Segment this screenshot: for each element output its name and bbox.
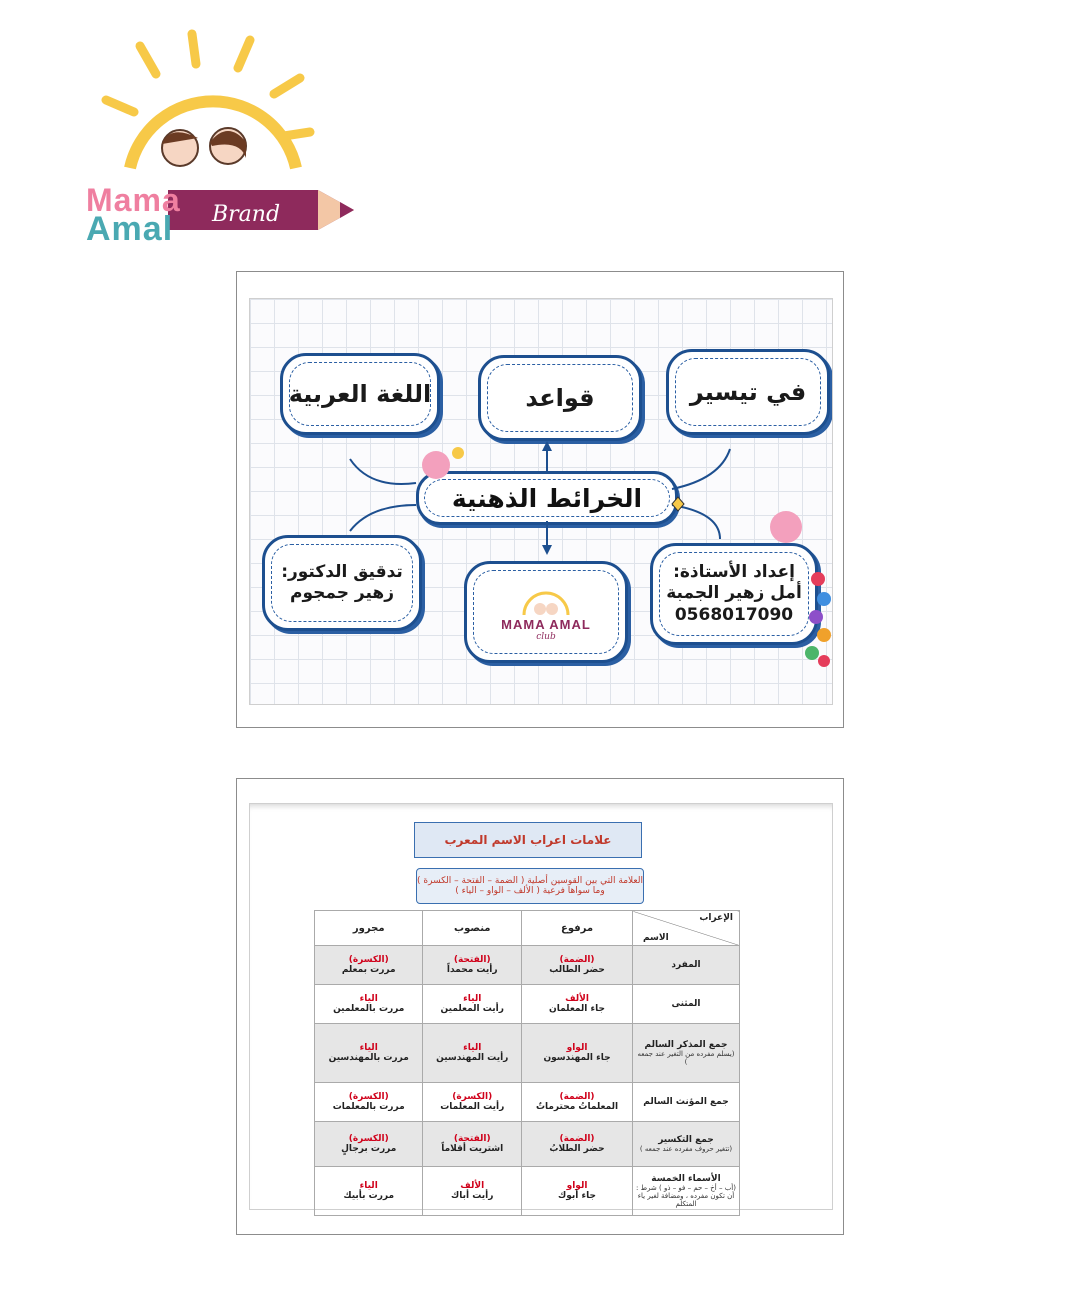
case-mark: الألف bbox=[460, 1181, 485, 1191]
table-row bbox=[315, 946, 740, 985]
header-corner bbox=[633, 911, 740, 946]
case-cell bbox=[522, 1083, 633, 1122]
table-header-row bbox=[315, 911, 740, 946]
case-example: حضر الطلابُ bbox=[549, 1144, 605, 1154]
case-example: مررت برجالٍ bbox=[341, 1144, 397, 1154]
table-row bbox=[315, 1122, 740, 1167]
header-col-3: مجرور bbox=[315, 911, 423, 946]
case-example: جاء المعلمان bbox=[549, 1004, 605, 1014]
case-cell bbox=[423, 1167, 522, 1216]
case-example: مررت بمعلم bbox=[341, 965, 396, 975]
author-label: إعداد الأستاذة: bbox=[673, 562, 795, 583]
row-name-sub: (أب – أخ – حم – فو – ذو ) شرط : أن تكون مفرده ، ومضافة لغير ياء المتكلم bbox=[636, 1184, 736, 1208]
row-name: جمع التكسير bbox=[658, 1135, 714, 1145]
case-cell bbox=[423, 1083, 522, 1122]
mini-logo-sub: club bbox=[536, 631, 556, 642]
row-name-cell bbox=[633, 1024, 740, 1083]
case-mark: الياء bbox=[359, 994, 378, 1004]
case-mark: (الضمة) bbox=[559, 1092, 595, 1102]
table-title: علامات اعراب الاسم المعرب bbox=[414, 822, 642, 858]
table-row bbox=[315, 1083, 740, 1122]
case-cell bbox=[522, 1122, 633, 1167]
table-note bbox=[416, 868, 644, 904]
case-mark: (الفتحة) bbox=[453, 1134, 491, 1144]
case-mark: (الضمة) bbox=[559, 955, 595, 965]
case-cell bbox=[315, 1024, 423, 1083]
case-cell bbox=[423, 1122, 522, 1167]
reviewer-name: زهير جمجوم bbox=[289, 583, 395, 603]
center-title: الخرائط الذهنية bbox=[451, 483, 643, 513]
case-cell bbox=[522, 985, 633, 1024]
case-mark: (الفتحة) bbox=[453, 955, 491, 965]
case-mark: الياء bbox=[463, 994, 482, 1004]
note-line-1: العلامة التي بين القوسين أصلية ( الضمة – الفتحة – الكسرة ) bbox=[417, 876, 643, 886]
slide-frame-mind-maps bbox=[236, 271, 844, 728]
case-mark: (الضمة) bbox=[559, 1134, 595, 1144]
row-name-sub: (يسلم مفرده من التغير عند جمعه ) bbox=[637, 1050, 735, 1066]
case-example: مررت بأبيك bbox=[343, 1191, 395, 1201]
sun-icon bbox=[100, 28, 320, 178]
case-cell bbox=[522, 1024, 633, 1083]
corner-bottom: الاسم bbox=[643, 933, 669, 943]
case-example: مررت بالمعلمين bbox=[333, 1004, 405, 1014]
case-mark: الواو bbox=[566, 1043, 588, 1053]
author-phone: 0568017090 bbox=[674, 604, 794, 625]
connector-arrows bbox=[250, 299, 832, 704]
logo-word-brand: Brand bbox=[212, 202, 281, 227]
row-name-sub: (تتغير حروف مفرده عند جمعه ) bbox=[639, 1145, 733, 1153]
case-cell bbox=[315, 1083, 423, 1122]
case-cell bbox=[423, 985, 522, 1024]
case-cell bbox=[522, 946, 633, 985]
case-cell bbox=[423, 946, 522, 985]
case-example: مررت بالمهندسين bbox=[328, 1053, 409, 1063]
case-mark: الألف bbox=[565, 994, 589, 1004]
brain-icon bbox=[770, 511, 802, 543]
case-mark: (الكسرة) bbox=[452, 1092, 493, 1102]
bulb-icon bbox=[452, 447, 464, 459]
reviewer-label: تدقيق الدكتور: bbox=[281, 561, 403, 582]
row-name: المفرد bbox=[671, 960, 701, 970]
row-name-cell bbox=[633, 1083, 740, 1122]
case-mark: (الكسرة) bbox=[348, 1134, 389, 1144]
row-name: المثنى bbox=[671, 999, 701, 1009]
mind-map-slide bbox=[249, 298, 833, 705]
case-example: رأيت المعلمات bbox=[440, 1102, 505, 1112]
case-example: جاء أبوك bbox=[558, 1191, 596, 1201]
case-cell bbox=[423, 1024, 522, 1083]
corner-top: الإعراب bbox=[699, 913, 733, 923]
row-name-cell bbox=[633, 1167, 740, 1216]
case-example: جاء المهندسون bbox=[543, 1053, 611, 1063]
author-name: أمل زهير الجمبة bbox=[666, 583, 802, 604]
case-example: المعلماتُ محترماتٌ bbox=[535, 1102, 619, 1112]
case-cell bbox=[315, 946, 423, 985]
case-mark: الياء bbox=[359, 1043, 378, 1053]
grammar-table-slide bbox=[249, 803, 833, 1210]
table-row bbox=[315, 985, 740, 1024]
case-example: اشتريت أقلاماً bbox=[441, 1144, 504, 1154]
case-example: مررت بالمعلمات bbox=[332, 1102, 405, 1112]
case-mark: الياء bbox=[463, 1043, 482, 1053]
colorful-balloons-icon bbox=[805, 572, 831, 667]
row-name: جمع المذكر السالم bbox=[644, 1040, 728, 1050]
case-example: حضر الطالب bbox=[549, 965, 605, 975]
case-mark: الواو bbox=[566, 1181, 588, 1191]
cloud-label: في تيسير bbox=[689, 377, 807, 406]
brain-icon bbox=[422, 451, 450, 479]
case-cell bbox=[315, 985, 423, 1024]
case-example: رأيت المهندسين bbox=[436, 1053, 509, 1063]
table-row bbox=[315, 1167, 740, 1216]
header-col-1: مرفوع bbox=[522, 911, 633, 946]
case-cell bbox=[522, 1167, 633, 1216]
row-name: الأسماء الخمسة bbox=[651, 1174, 721, 1184]
mama-amal-logo bbox=[40, 18, 330, 248]
note-line-2: وما سواها فرعية ( الألف – الواو – الياء ) bbox=[455, 886, 605, 896]
header-col-2: منصوب bbox=[423, 911, 522, 946]
cloud-label: قواعد bbox=[525, 383, 595, 412]
table-row bbox=[315, 1024, 740, 1083]
case-mark: (الكسرة) bbox=[348, 955, 389, 965]
slide-frame-grammar-table bbox=[236, 778, 844, 1235]
case-cell bbox=[315, 1167, 423, 1216]
cloud-label: اللغة العربية bbox=[288, 379, 432, 408]
case-mark: الياء bbox=[359, 1181, 378, 1191]
case-cell bbox=[315, 1122, 423, 1167]
logo-word-mama: Mama bbox=[86, 182, 181, 218]
case-example: رأيت أباك bbox=[451, 1191, 494, 1201]
row-name-cell bbox=[633, 985, 740, 1024]
grammar-table bbox=[314, 910, 740, 1216]
case-mark: (الكسرة) bbox=[348, 1092, 389, 1102]
row-name: جمع المؤنث السالم bbox=[643, 1097, 729, 1107]
row-name-cell bbox=[633, 946, 740, 985]
logo-word-amal: Amal bbox=[86, 210, 174, 248]
case-example: رأيت المعلمين bbox=[440, 1004, 504, 1014]
case-example: رأيت محمداً bbox=[446, 965, 498, 975]
mini-logo-text: MAMA AMAL bbox=[501, 616, 591, 632]
row-name-cell bbox=[633, 1122, 740, 1167]
